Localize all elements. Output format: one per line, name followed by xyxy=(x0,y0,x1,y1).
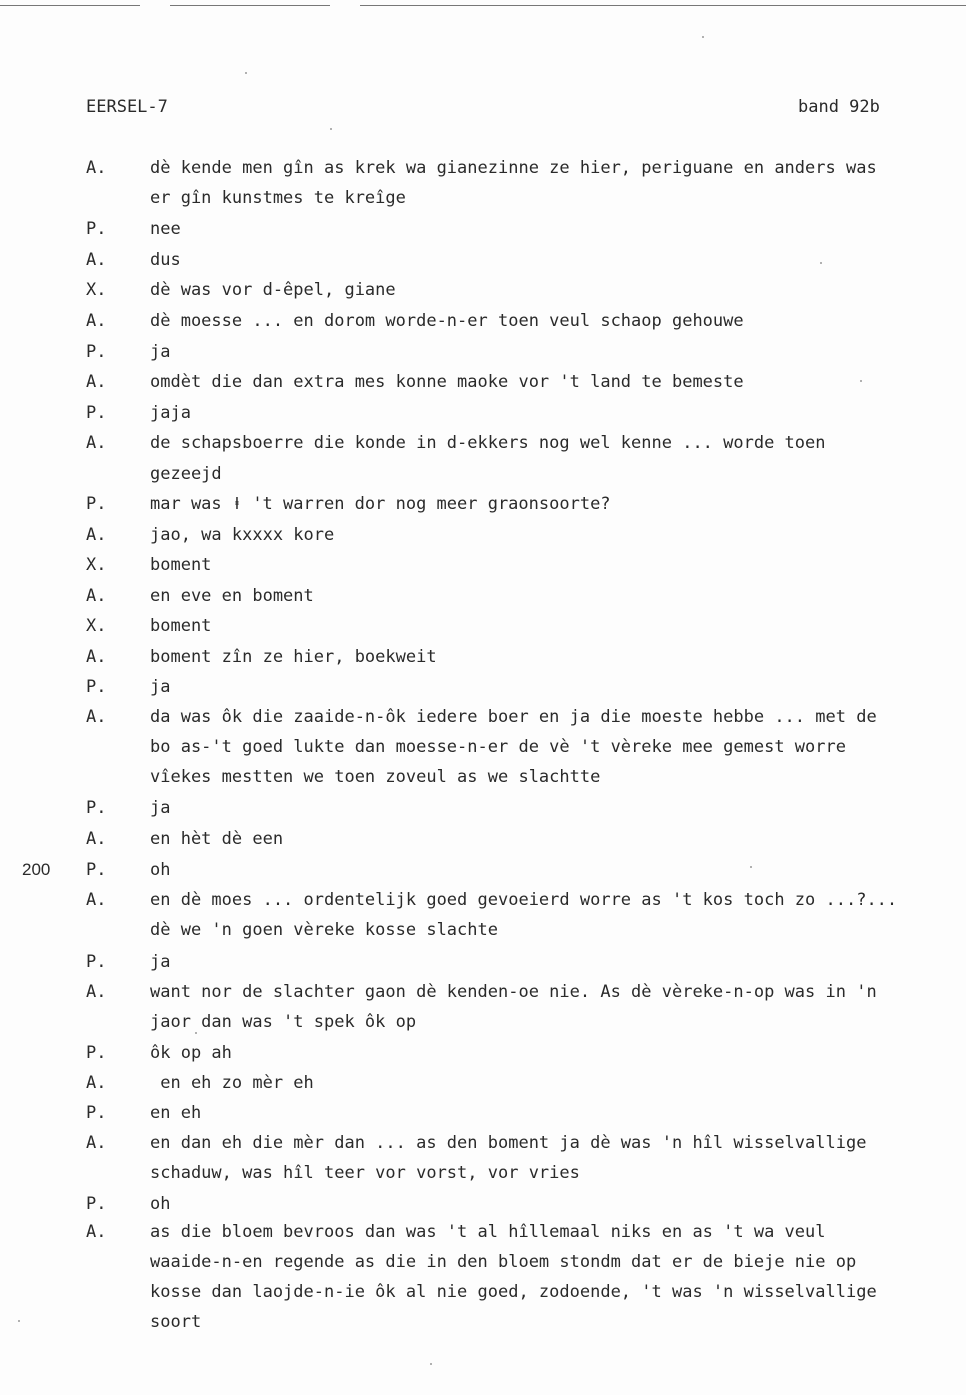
utterance-text: oh xyxy=(150,1194,171,1214)
speaker-label: A. xyxy=(86,586,107,606)
transcript-line xyxy=(0,494,966,518)
utterance-text: ja xyxy=(150,798,171,818)
utterance-text: bo as-'t goed lukte dan moesse-n-er de vè 't vèreke mee gemest worre xyxy=(150,737,846,757)
transcript-line xyxy=(0,647,966,671)
scan-speck xyxy=(245,72,247,74)
transcript-line xyxy=(0,952,966,976)
transcript-line xyxy=(0,555,966,579)
utterance-text: oh xyxy=(150,860,171,880)
scan-speck xyxy=(18,1320,20,1322)
speaker-label: A. xyxy=(86,311,107,331)
utterance-text: omdèt die dan extra mes konne maoke vor 't land te bemeste xyxy=(150,372,744,392)
transcript-line xyxy=(0,890,966,914)
scan-edge-line xyxy=(0,5,140,6)
transcript-line xyxy=(0,1312,966,1336)
transcript-line xyxy=(0,188,966,212)
utterance-text: en eve en boment xyxy=(150,586,314,606)
utterance-text: gezeejd xyxy=(150,464,222,484)
transcript-line xyxy=(0,219,966,243)
utterance-text: nee xyxy=(150,219,181,239)
utterance-text: dè was vor d-êpel, giane xyxy=(150,280,396,300)
speaker-label: A. xyxy=(86,829,107,849)
transcript-line xyxy=(0,1282,966,1306)
scan-speck xyxy=(195,1032,197,1034)
utterance-text: schaduw, was hîl teer vor vorst, vor vries xyxy=(150,1163,580,1183)
transcript-line xyxy=(0,1163,966,1187)
utterance-text: soort xyxy=(150,1312,202,1332)
speaker-label: A. xyxy=(86,433,107,453)
utterance-text: de schapsboerre die konde in d-ekkers nog wel kenne ... worde toen xyxy=(150,433,826,453)
scan-speck xyxy=(820,262,822,264)
transcript-line xyxy=(0,464,966,488)
utterance-text: kosse dan laojde-n-ie ôk al nie goed, zodoende, 't was 'n wisselvallige xyxy=(150,1282,877,1302)
transcript-line xyxy=(0,616,966,640)
transcript-line xyxy=(0,586,966,610)
utterance-text: en dan eh die mèr dan ... as den boment ja dè was 'n hîl wisselvallige xyxy=(150,1133,867,1153)
scan-speck xyxy=(702,36,704,38)
utterance-text: en eh zo mèr eh xyxy=(150,1073,314,1093)
transcript-line xyxy=(0,1252,966,1276)
transcript-line xyxy=(0,1222,966,1246)
utterance-text: en hèt dè een xyxy=(150,829,284,849)
scan-speck xyxy=(430,1363,432,1365)
utterance-text: want nor de slachter gaon dè kenden-oe nie. As dè vèreke-n-op was in 'n xyxy=(150,982,877,1002)
scan-edge-line xyxy=(170,5,330,6)
speaker-label: P. xyxy=(86,798,107,818)
speaker-label: A. xyxy=(86,250,107,270)
utterance-text: waaide-n-en regende as die in den bloem stondm dat er de bieje nie op xyxy=(150,1252,857,1272)
speaker-label: P. xyxy=(86,860,107,880)
transcript-line xyxy=(0,677,966,701)
speaker-label: P. xyxy=(86,1194,107,1214)
scan-speck xyxy=(750,866,752,868)
speaker-label: P. xyxy=(86,1103,107,1123)
transcript-line xyxy=(0,403,966,427)
speaker-label: A. xyxy=(86,1133,107,1153)
transcript-line xyxy=(0,737,966,761)
transcript-line xyxy=(0,860,966,884)
margin-number: 200 xyxy=(22,860,51,879)
utterance-text: ja xyxy=(150,342,171,362)
scan-speck xyxy=(330,128,332,130)
utterance-text: dè we 'n goen vèreke kosse slachte xyxy=(150,920,498,940)
utterance-text: jao, wa kxxxx kore xyxy=(150,525,335,545)
transcript-line xyxy=(0,1103,966,1127)
transcript-line xyxy=(0,525,966,549)
speaker-label: A. xyxy=(86,525,107,545)
speaker-label: P. xyxy=(86,494,107,514)
transcript-line xyxy=(0,982,966,1006)
transcript-line xyxy=(0,433,966,457)
transcript-line xyxy=(0,280,966,304)
speaker-label: A. xyxy=(86,982,107,1002)
speaker-label: P. xyxy=(86,677,107,697)
utterance-text: ôk op ah xyxy=(150,1043,232,1063)
header-band: band 92b xyxy=(798,97,880,117)
transcript-line xyxy=(0,1073,966,1097)
speaker-label: A. xyxy=(86,647,107,667)
speaker-label: A. xyxy=(86,1222,107,1242)
scan-speck xyxy=(860,380,862,382)
utterance-text: dè kende men gîn as krek wa gianezinne ze hier, periguane en anders was xyxy=(150,158,877,178)
utterance-text: dus xyxy=(150,250,181,270)
transcript-line xyxy=(0,342,966,366)
utterance-text: boment xyxy=(150,616,212,636)
transcript-line xyxy=(0,707,966,731)
speaker-label: A. xyxy=(86,890,107,910)
utterance-text: da was ôk die zaaide-n-ôk iedere boer en ja die moeste hebbe ... met de xyxy=(150,707,877,727)
speaker-label: X. xyxy=(86,555,107,575)
utterance-text: en dè moes ... ordentelijk goed gevoeierd worre as 't kos toch zo ...?... xyxy=(150,890,898,910)
utterance-text: mar was ⱡ 't warren dor nog meer graonsoorte? xyxy=(150,494,611,514)
transcript-line xyxy=(0,1133,966,1157)
speaker-label: X. xyxy=(86,280,107,300)
utterance-text: jaor dan was 't spek ôk op xyxy=(150,1012,417,1032)
speaker-label: X. xyxy=(86,616,107,636)
transcript-line xyxy=(0,767,966,791)
transcript-line xyxy=(0,1012,966,1036)
utterance-text: jaja xyxy=(150,403,191,423)
speaker-label: P. xyxy=(86,403,107,423)
transcript-line xyxy=(0,829,966,853)
utterance-text: er gîn kunstmes te kreîge xyxy=(150,188,406,208)
utterance-text: boment xyxy=(150,555,212,575)
speaker-label: P. xyxy=(86,952,107,972)
transcript-line xyxy=(0,311,966,335)
transcript-line xyxy=(0,372,966,396)
utterance-text: ja xyxy=(150,952,171,972)
utterance-text: vîekes mestten we toen zoveul as we slachtte xyxy=(150,767,601,787)
speaker-label: A. xyxy=(86,158,107,178)
speaker-label: P. xyxy=(86,1043,107,1063)
utterance-text: ja xyxy=(150,677,171,697)
transcript-line xyxy=(0,798,966,822)
utterance-text: as die bloem bevroos dan was 't al hîllemaal niks en as 't wa veul xyxy=(150,1222,826,1242)
speaker-label: P. xyxy=(86,342,107,362)
transcript-line xyxy=(0,920,966,944)
utterance-text: boment zîn ze hier, boekweit xyxy=(150,647,437,667)
speaker-label: P. xyxy=(86,219,107,239)
transcript-line xyxy=(0,158,966,182)
utterance-text: dè moesse ... en dorom worde-n-er toen veul schaop gehouwe xyxy=(150,311,744,331)
speaker-label: A. xyxy=(86,372,107,392)
scan-edge-line xyxy=(360,5,966,6)
transcript-line xyxy=(0,1043,966,1067)
transcript-line xyxy=(0,1194,966,1218)
header-title: EERSEL-7 xyxy=(86,97,168,117)
speaker-label: A. xyxy=(86,707,107,727)
utterance-text: en eh xyxy=(150,1103,202,1123)
speaker-label: A. xyxy=(86,1073,107,1093)
